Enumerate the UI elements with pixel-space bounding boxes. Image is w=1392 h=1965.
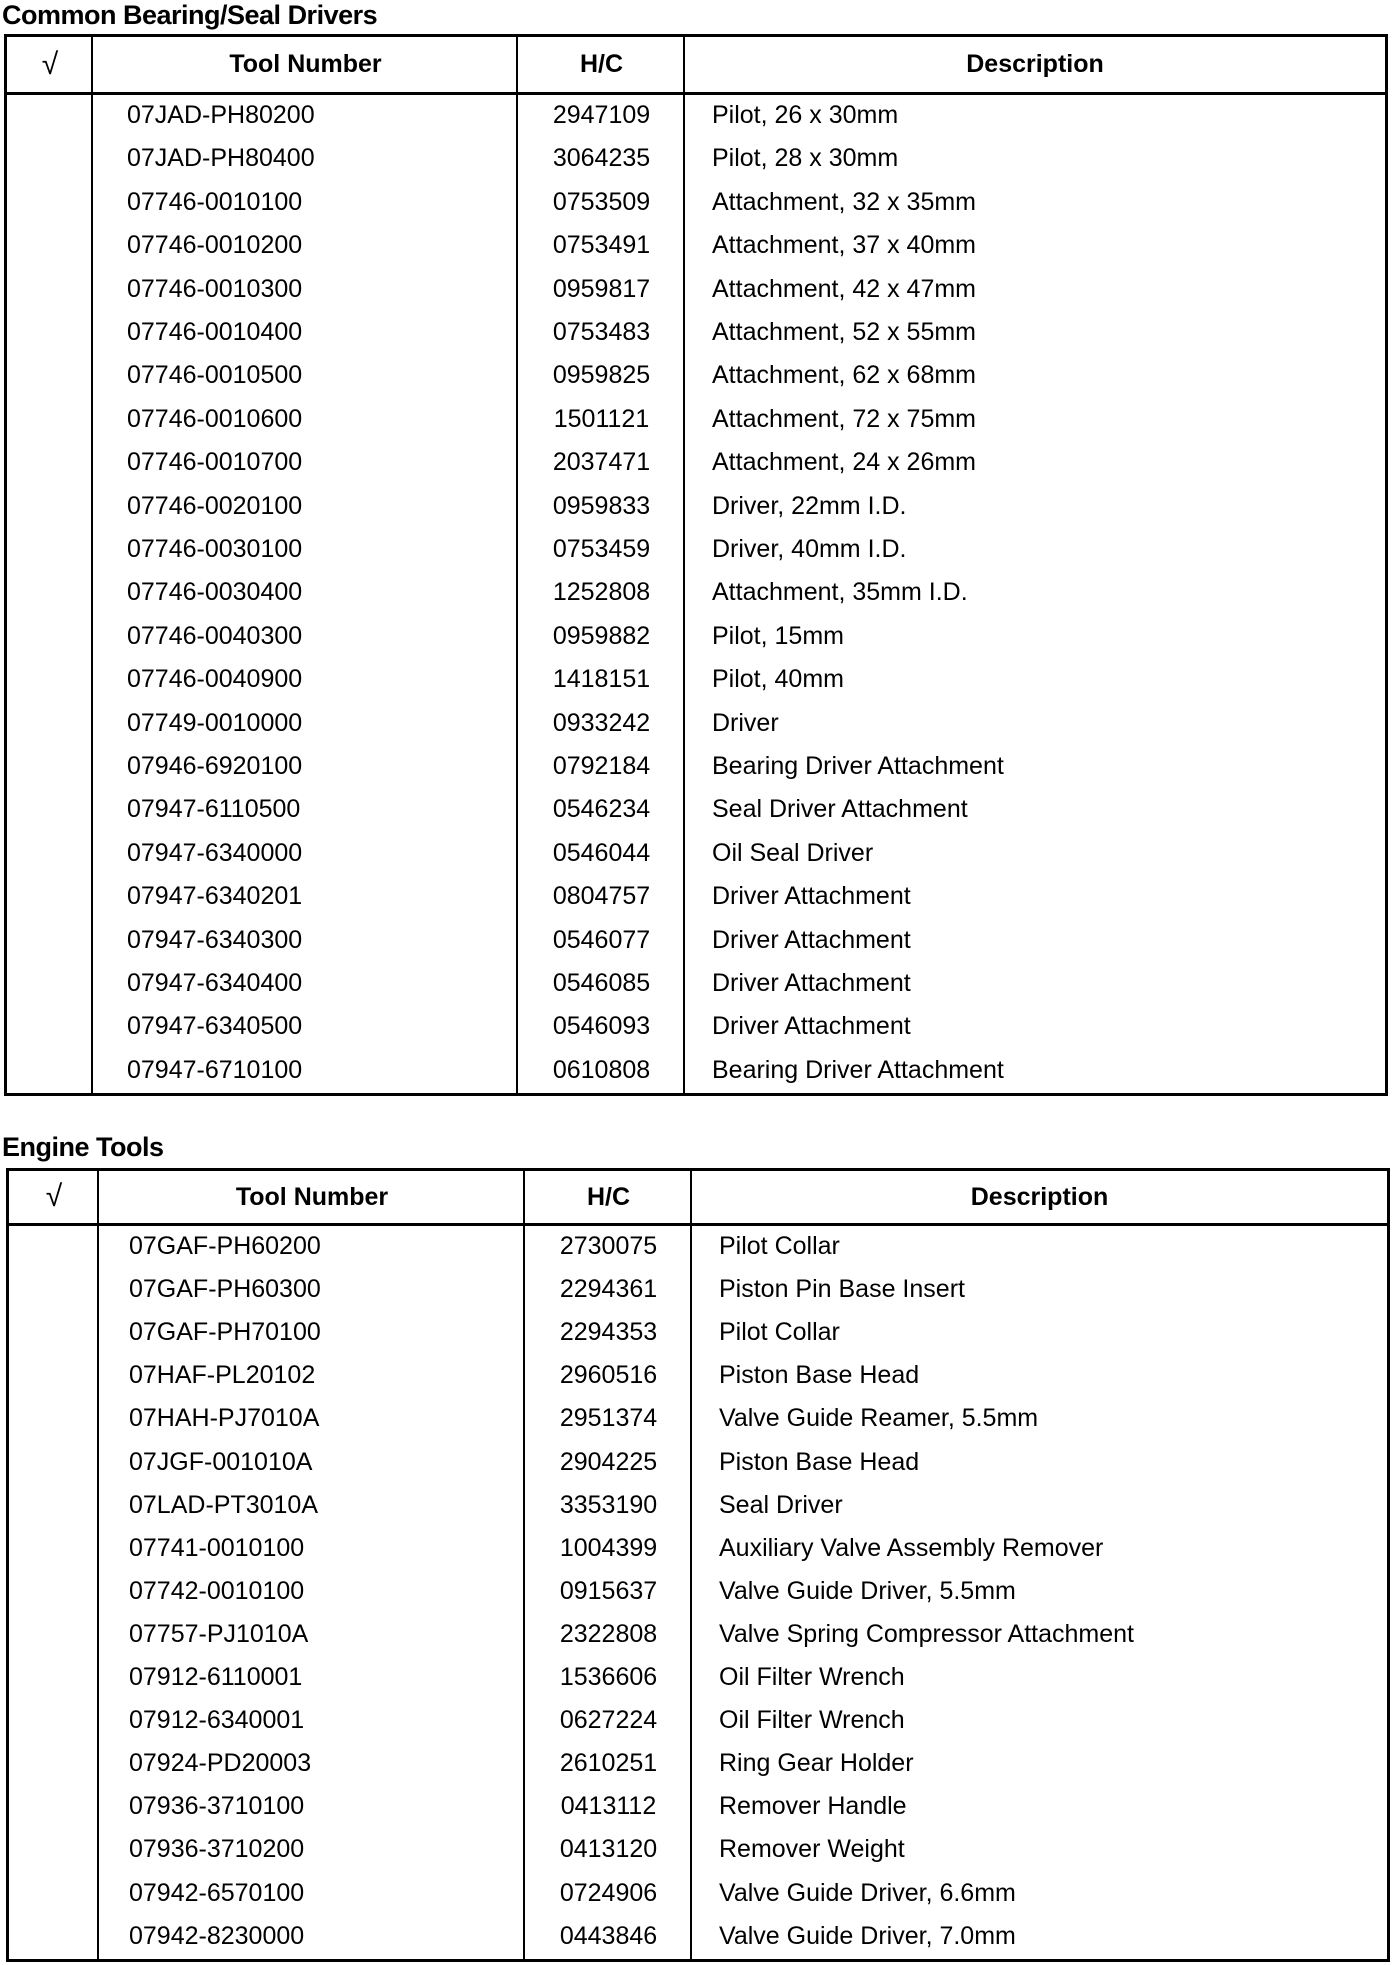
tool-number-cell: 07746-0020100 xyxy=(127,491,303,520)
description-cell: Bearing Driver Attachment xyxy=(712,752,1004,780)
description-cell: Auxiliary Valve Assembly Remover xyxy=(719,1533,1104,1562)
description-cell: Pilot, 40mm xyxy=(712,665,844,694)
hc-cell: 2730075 xyxy=(559,1232,658,1260)
header-hc: H/C xyxy=(586,1182,631,1211)
description-cell: Piston Base Head xyxy=(719,1447,920,1476)
table-row xyxy=(9,1922,1387,1965)
hc-cell: 1501121 xyxy=(553,404,650,433)
tool-number-cell: 07JAD-PH80200 xyxy=(127,101,315,129)
description-cell: Attachment, 72 x 75mm xyxy=(712,404,977,433)
table-row xyxy=(7,318,1385,361)
description-cell: Valve Guide Driver, 6.6mm xyxy=(719,1878,1016,1907)
hc-cell: 0627224 xyxy=(559,1706,658,1735)
table-header xyxy=(7,37,1385,95)
hc-cell: 0753509 xyxy=(552,187,651,216)
tool-number-cell: 07LAD-PT3010A xyxy=(129,1490,319,1519)
description-cell: Valve Spring Compressor Attachment xyxy=(719,1619,1135,1648)
tool-number-cell: 07JAD-PH80400 xyxy=(127,144,315,173)
section-title: Common Bearing/Seal Drivers xyxy=(2,0,378,30)
hc-cell: 1418151 xyxy=(552,665,651,694)
table-row xyxy=(7,188,1385,231)
description-cell: Driver Attachment xyxy=(712,925,911,954)
tool-number-cell: 07942-6570100 xyxy=(129,1878,305,1907)
description-cell: Attachment, 35mm I.D. xyxy=(712,578,968,607)
tool-number-cell: 07947-6340000 xyxy=(127,838,303,867)
hc-cell: 0443846 xyxy=(559,1921,658,1950)
table-row xyxy=(9,1448,1387,1491)
header-check: √ xyxy=(45,1180,63,1213)
header-hc: H/C xyxy=(579,50,624,78)
hc-cell: 0792184 xyxy=(552,752,651,780)
table-header xyxy=(9,1171,1387,1226)
table-row xyxy=(9,1749,1387,1792)
hc-cell: 2960516 xyxy=(559,1361,658,1390)
description-cell: Valve Guide Driver, 5.5mm xyxy=(719,1576,1016,1605)
description-cell: Oil Filter Wrench xyxy=(719,1663,905,1691)
description-cell: Pilot Collar xyxy=(719,1232,840,1260)
description-cell: Driver Attachment xyxy=(712,969,911,997)
table-row xyxy=(7,144,1385,187)
description-cell: Attachment, 62 x 68mm xyxy=(712,361,977,390)
tool-number-cell: 07HAH-PJ7010A xyxy=(129,1404,320,1433)
tool-number-cell: 07936-3710100 xyxy=(129,1792,305,1821)
tool-table xyxy=(4,34,1388,1096)
hc-cell: 0959817 xyxy=(552,274,651,303)
tool-number-cell: 07746-0010200 xyxy=(127,231,303,260)
hc-cell: 0546234 xyxy=(552,795,651,824)
tool-number-cell: 07HAF-PL20102 xyxy=(129,1361,316,1390)
description-cell: Piston Base Head xyxy=(719,1361,920,1390)
tool-number-cell: 07912-6340001 xyxy=(129,1706,305,1735)
tool-number-cell: 07946-6920100 xyxy=(127,752,303,780)
table-row xyxy=(9,1835,1387,1878)
tool-number-cell: 07947-6340500 xyxy=(127,1012,303,1041)
hc-cell: 0413112 xyxy=(560,1792,657,1821)
description-cell: Seal Driver xyxy=(719,1490,843,1519)
table-row xyxy=(9,1534,1387,1577)
description-cell: Driver Attachment xyxy=(712,882,911,911)
hc-cell: 0546093 xyxy=(552,1012,651,1041)
table-row xyxy=(7,101,1385,144)
table-row xyxy=(9,1663,1387,1706)
hc-cell: 0959825 xyxy=(552,361,651,390)
tool-number-cell: 07757-PJ1010A xyxy=(129,1619,309,1648)
table-row xyxy=(7,839,1385,882)
hc-cell: 3353190 xyxy=(559,1490,658,1519)
description-cell: Driver, 40mm I.D. xyxy=(712,535,907,563)
hc-cell: 1004399 xyxy=(559,1533,658,1562)
description-cell: Oil Filter Wrench xyxy=(719,1706,905,1735)
tool-number-cell: 07742-0010100 xyxy=(129,1576,305,1605)
table-row xyxy=(7,665,1385,708)
hc-cell: 0413120 xyxy=(559,1835,658,1864)
table-row xyxy=(7,405,1385,448)
hc-cell: 2294353 xyxy=(559,1318,658,1347)
description-cell: Remover Handle xyxy=(719,1792,907,1821)
table-row xyxy=(7,1056,1385,1099)
tool-number-cell: 07746-0040300 xyxy=(127,621,303,650)
description-cell: Attachment, 24 x 26mm xyxy=(712,448,977,477)
header-tool-number: Tool Number xyxy=(229,50,382,78)
description-cell: Pilot Collar xyxy=(719,1318,840,1347)
table-row xyxy=(9,1620,1387,1663)
hc-cell: 0610808 xyxy=(552,1055,651,1084)
tool-number-cell: 07746-0010300 xyxy=(127,274,303,303)
tool-number-cell: 07749-0010000 xyxy=(127,708,303,737)
header-description: Description xyxy=(966,50,1104,78)
description-cell: Attachment, 32 x 35mm xyxy=(712,187,977,216)
table-row xyxy=(7,795,1385,838)
hc-cell: 0753491 xyxy=(552,231,651,260)
table-row xyxy=(9,1577,1387,1620)
table-row xyxy=(7,448,1385,491)
description-cell: Attachment, 42 x 47mm xyxy=(712,274,977,303)
table-row xyxy=(9,1879,1387,1922)
tool-number-cell: 07947-6110500 xyxy=(127,795,301,824)
description-cell: Seal Driver Attachment xyxy=(712,795,968,824)
tool-number-cell: 07947-6340201 xyxy=(127,882,303,911)
hc-cell: 0933242 xyxy=(552,708,651,737)
hc-cell: 2294361 xyxy=(559,1275,658,1304)
description-cell: Oil Seal Driver xyxy=(712,838,874,867)
hc-cell: 0546085 xyxy=(552,969,651,997)
hc-cell: 0724906 xyxy=(559,1878,658,1907)
table-row xyxy=(7,969,1385,1012)
hc-cell: 0915637 xyxy=(559,1576,658,1605)
description-cell: Pilot, 28 x 30mm xyxy=(712,144,899,173)
tool-number-cell: 07GAF-PH70100 xyxy=(129,1318,321,1347)
table-row xyxy=(9,1404,1387,1447)
tool-number-cell: 07GAF-PH60300 xyxy=(129,1275,321,1304)
tool-number-cell: 07942-8230000 xyxy=(129,1921,305,1950)
tool-number-cell: 07947-6710100 xyxy=(127,1055,303,1084)
hc-cell: 0804757 xyxy=(552,882,651,911)
hc-cell: 0959833 xyxy=(552,491,651,520)
header-check: √ xyxy=(41,47,59,81)
table-row xyxy=(7,709,1385,752)
hc-cell: 2951374 xyxy=(559,1404,658,1433)
table-row xyxy=(7,1012,1385,1055)
description-cell: Valve Guide Driver, 7.0mm xyxy=(719,1921,1016,1950)
tool-number-cell: 07746-0040900 xyxy=(127,665,303,694)
section-title: Engine Tools xyxy=(2,1132,164,1162)
table-row xyxy=(7,492,1385,535)
tool-table xyxy=(6,1168,1390,1962)
description-cell: Driver xyxy=(712,708,779,737)
hc-cell: 2947109 xyxy=(552,101,651,129)
table-row xyxy=(7,231,1385,274)
tool-number-cell: 07746-0030400 xyxy=(127,578,303,607)
tool-number-cell: 07746-0030100 xyxy=(127,535,303,563)
header-description: Description xyxy=(970,1182,1109,1211)
table-row xyxy=(7,882,1385,925)
tool-number-cell: 07746-0010500 xyxy=(127,361,303,390)
table-row xyxy=(7,535,1385,578)
table-row xyxy=(9,1792,1387,1835)
table-row xyxy=(7,752,1385,795)
tool-number-cell: 07912-6110001 xyxy=(129,1663,303,1691)
tool-number-cell: 07741-0010100 xyxy=(129,1533,305,1562)
description-cell: Pilot, 26 x 30mm xyxy=(712,101,899,129)
description-cell: Driver Attachment xyxy=(712,1012,911,1041)
tool-number-cell: 07746-0010400 xyxy=(127,318,303,346)
tool-number-cell: 07936-3710200 xyxy=(129,1835,305,1864)
description-cell: Driver, 22mm I.D. xyxy=(712,491,907,520)
tool-number-cell: 07924-PD20003 xyxy=(129,1749,312,1778)
table-row xyxy=(7,275,1385,318)
description-cell: Attachment, 52 x 55mm xyxy=(712,318,977,346)
table-row xyxy=(9,1275,1387,1318)
tool-number-cell: 07947-6340400 xyxy=(127,969,303,997)
hc-cell: 0753483 xyxy=(552,318,651,346)
hc-cell: 1252808 xyxy=(552,578,651,607)
hc-cell: 0546077 xyxy=(552,925,651,954)
hc-cell: 2904225 xyxy=(559,1447,658,1476)
table-row xyxy=(9,1361,1387,1404)
table-row xyxy=(7,926,1385,969)
hc-cell: 3064235 xyxy=(552,144,651,173)
table-row xyxy=(9,1706,1387,1749)
description-cell: Valve Guide Reamer, 5.5mm xyxy=(719,1404,1039,1433)
description-cell: Remover Weight xyxy=(719,1835,905,1864)
table-row xyxy=(9,1491,1387,1534)
table-row xyxy=(9,1232,1387,1275)
description-cell: Attachment, 37 x 40mm xyxy=(712,231,977,260)
hc-cell: 2037471 xyxy=(552,448,651,477)
description-cell: Ring Gear Holder xyxy=(719,1749,914,1778)
hc-cell: 1536606 xyxy=(559,1663,658,1691)
tool-number-cell: 07746-0010700 xyxy=(127,448,303,477)
table-row xyxy=(9,1318,1387,1361)
hc-cell: 0753459 xyxy=(552,535,651,563)
tool-number-cell: 07746-0010600 xyxy=(127,404,303,433)
table-row xyxy=(7,578,1385,621)
header-tool-number: Tool Number xyxy=(235,1182,389,1211)
tool-number-cell: 07947-6340300 xyxy=(127,925,303,954)
hc-cell: 2322808 xyxy=(559,1619,658,1648)
hc-cell: 0959882 xyxy=(552,621,651,650)
table-row xyxy=(7,361,1385,404)
hc-cell: 2610251 xyxy=(559,1749,658,1778)
table-row xyxy=(7,622,1385,665)
tool-number-cell: 07GAF-PH60200 xyxy=(129,1232,321,1260)
hc-cell: 0546044 xyxy=(552,838,651,867)
description-cell: Piston Pin Base Insert xyxy=(719,1275,965,1304)
tool-number-cell: 07746-0010100 xyxy=(127,187,303,216)
tool-number-cell: 07JGF-001010A xyxy=(129,1447,313,1476)
description-cell: Bearing Driver Attachment xyxy=(712,1055,1004,1084)
description-cell: Pilot, 15mm xyxy=(712,621,844,650)
